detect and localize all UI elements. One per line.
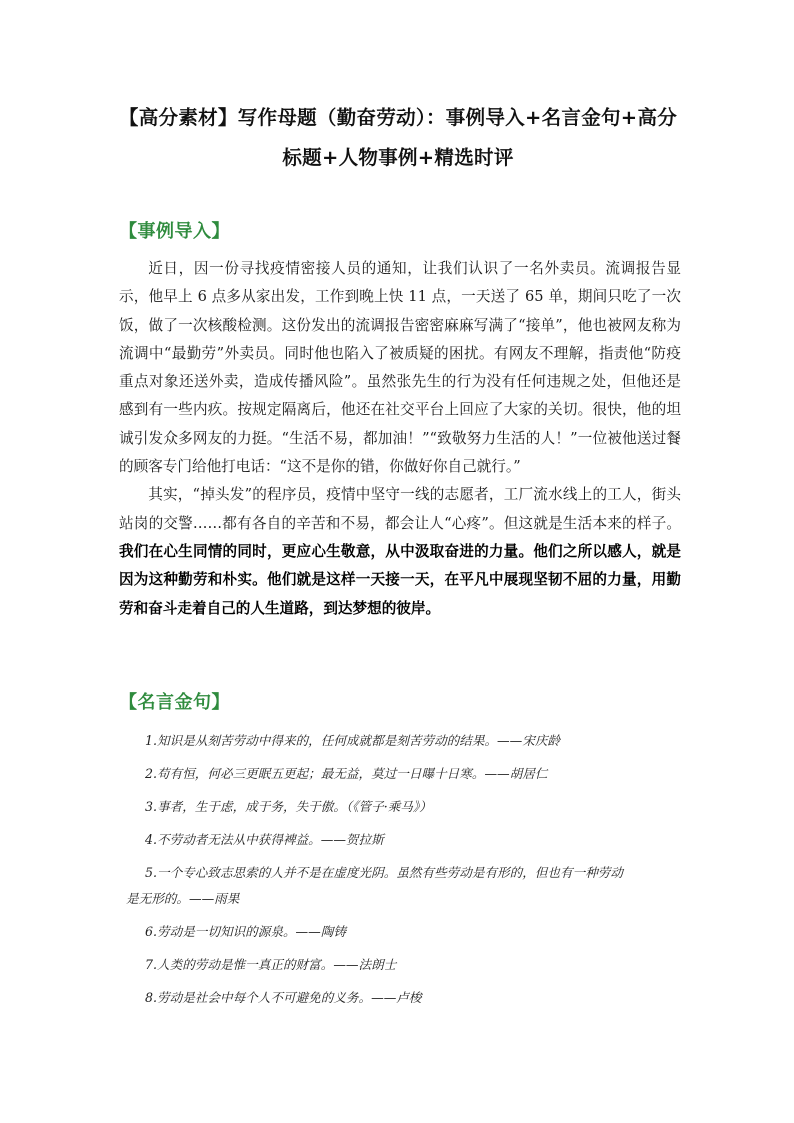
document-title: [113, 98, 683, 178]
quote-item-1: 1.知识是从刻苦劳动中得来的，任何成就都是刻苦劳动的结果。——宋庆龄: [145, 733, 561, 748]
title-line-2: 标题+人物事例+精选时评: [282, 146, 514, 169]
quotes-list: [126, 732, 680, 1022]
quote-item-4: 4.不劳动者无法从中获得裨益。——贺拉斯: [145, 832, 384, 847]
paragraph-2-normal-text: 其实，“掉头发”的程序员，疫情中坚守一线的志愿者，工厂流水线上的工人，街头站岗的交警……都有各自的辛苦和不易，都会让人“心疼”。但这就是生活本来的样子。: [119, 486, 681, 532]
section-heading-famous-quotes: 【名言金句】: [119, 692, 230, 713]
quote-item-2: 2.苟有恒，何必三更眠五更起；最无益，莫过一日曝十日寒。——胡居仁: [145, 766, 548, 781]
title-line-1: 【高分素材】写作母题（勤奋劳动）：事例导入+名言金句+高分: [118, 106, 678, 129]
paragraph-2-bold-text: 我们在心生同情的同时，更应心生敬意，从中汲取奋进的力量。他们之所以感人，就是因为这种勤劳和朴实。他们就是这样一天接一天，在平凡中展现坚韧不屈的力量，用勤劳和奋斗走着自己的人生道路，到达梦想的彼岸。: [119, 542, 681, 617]
quote-item-5: [126, 864, 680, 907]
quote-item-6: 6.劳动是一切知识的源泉。——陶铸: [145, 924, 346, 939]
case-intro-paragraph-1: 近日，因一份寻找疫情密接人员的通知，让我们认识了一名外卖员。流调报告显示，他早上 6 点多从家出发，工作到晚上快 11 点，一天送了 65 单，期间只吃了一次饭，做了一次核酸检测。这份发出的流调报告密密麻麻写满了“接单”，他也被网友称为流调中“最勤劳”外卖员。同时他也陷入了被质疑的困扰。有网友不理解，指责他“防疫重点对象还送外卖，造成传播风险”。虽然张先生的行为没有任何违规之处，但他还是感到有一些内疚。按规定隔离后，他还在社交平台上回应了大家的关切。很快，他的坦诚引发众多网友的力挺。“生活不易，都加油！”“致敬努力生活的人！”一位被他送过餐的顾客专门给他打电话：“这不是你的错，你做好你自己就行。”: [119, 260, 681, 476]
quote-item-8: 8.劳动是社会中每个人不可避免的义务。——卢梭: [145, 990, 422, 1005]
case-intro-body: [119, 255, 681, 623]
quote-item-3: 3.事者，生于虑，成于务，失于傲。（《管子·乘马》）: [145, 799, 432, 814]
section-heading-case-intro: 【事例导入】: [119, 221, 230, 242]
case-intro-paragraph-2: [119, 481, 681, 622]
quote-item-5-line-2: 是无形的。——雨果: [126, 891, 240, 906]
quote-item-5-line-1: 5.一个专心致志思索的人并不是在虚度光阴。虽然有些劳动是有形的，但也有一种劳动: [145, 865, 623, 880]
quote-item-7: 7.人类的劳动是惟一真正的财富。——法朗士: [145, 957, 397, 972]
